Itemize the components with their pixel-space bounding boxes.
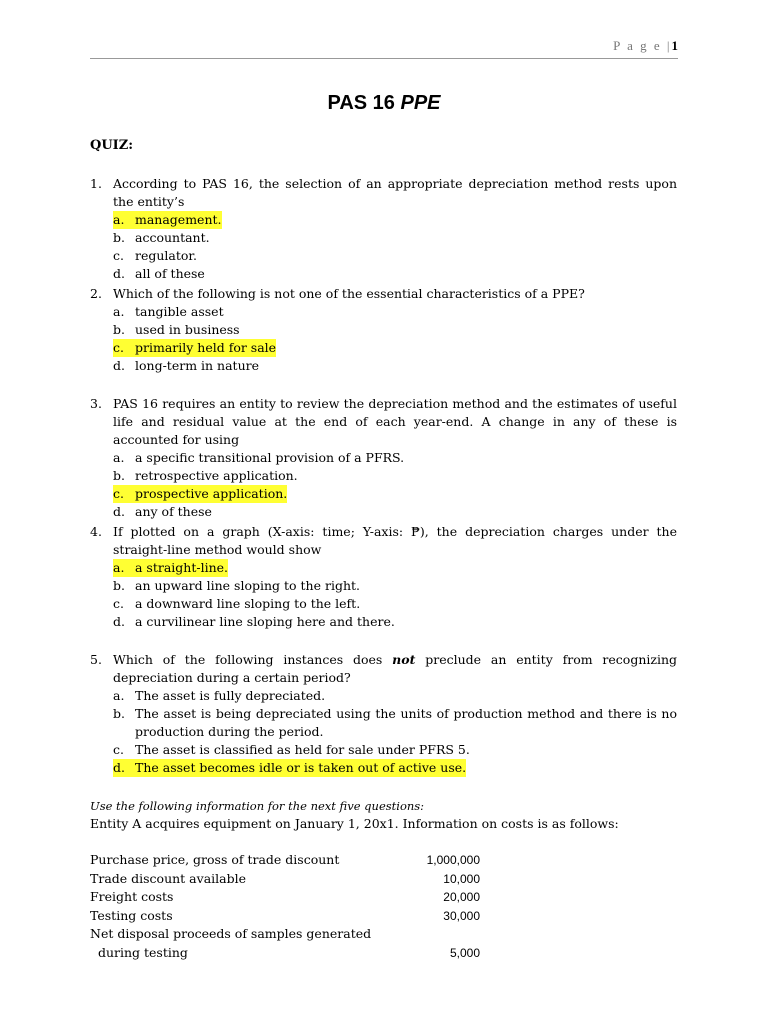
cost-row xyxy=(90,907,480,926)
cost-row xyxy=(90,925,480,944)
question-number: 1. xyxy=(90,176,102,191)
option-text-answer: management. xyxy=(135,212,222,227)
intro-line: Entity A acquires equipment on January 1, 20x1. Information on costs is as follows: xyxy=(90,816,619,831)
question-number: 3. xyxy=(90,396,102,411)
option-letter: c. xyxy=(113,596,124,611)
option-b xyxy=(113,705,677,741)
page-separator: | xyxy=(666,38,672,53)
option-letter: d. xyxy=(113,266,125,281)
cost-label: during testing xyxy=(90,944,188,960)
question-number: 2. xyxy=(90,286,102,301)
question-number: 5. xyxy=(90,652,102,667)
question-3 xyxy=(90,395,677,521)
option-text: all of these xyxy=(135,266,205,281)
option-d xyxy=(113,613,677,631)
option-letter: a. xyxy=(113,688,125,703)
question-text: Which of the following is not one of the essential characteristics of a PPE? xyxy=(113,286,585,301)
option-text: a curvilinear line sloping here and there. xyxy=(135,614,395,629)
option-d xyxy=(113,265,677,283)
cost-amount: 10,000 xyxy=(443,871,480,886)
option-text: The asset is being depreciated using the units of production method and there is no production during the period. xyxy=(135,706,677,739)
question-text: PAS 16 requires an entity to review the depreciation method and the estimates of useful life and residual value at the end of each year-end. A change in any of these is accounted for using xyxy=(113,396,677,447)
cost-label: Purchase price, gross of trade discount xyxy=(90,852,340,867)
option-text: The asset is classified as held for sale under PFRS 5. xyxy=(135,742,470,757)
option-d xyxy=(113,503,677,521)
cost-amount: 30,000 xyxy=(443,908,480,923)
cost-amount: 20,000 xyxy=(443,890,480,904)
document-title xyxy=(0,92,768,115)
intro-italic-line: Use the following information for the next five questions: xyxy=(90,799,425,813)
option-b xyxy=(113,321,677,339)
option-letter: d. xyxy=(113,358,125,373)
option-text-answer: a straight-line. xyxy=(135,560,229,575)
option-letter: d. xyxy=(113,614,125,629)
option-letter: b. xyxy=(113,468,125,483)
option-text: retrospective application. xyxy=(135,468,298,483)
option-letter: a. xyxy=(113,450,125,465)
cost-table xyxy=(90,851,480,962)
question-4 xyxy=(90,523,677,631)
question-2 xyxy=(90,285,677,375)
option-b xyxy=(113,467,677,485)
question-text: Which of the following instances does not preclude an entity from recognizing depreciation during a certain period? xyxy=(113,652,678,685)
page-number: 1 xyxy=(671,38,678,53)
emphasis-not: not xyxy=(392,652,416,667)
question-5 xyxy=(90,651,677,777)
option-letter: b. xyxy=(113,322,125,337)
title-italic: PPE xyxy=(400,92,441,114)
option-a xyxy=(113,211,677,229)
option-text: accountant. xyxy=(135,230,210,245)
option-letter: b. xyxy=(113,578,125,593)
option-text: long-term in nature xyxy=(135,358,259,373)
page-header xyxy=(90,38,678,59)
option-letter: a. xyxy=(113,212,125,227)
option-letter: b. xyxy=(113,706,125,721)
option-text-answer: prospective application. xyxy=(135,486,288,501)
option-letter: c. xyxy=(113,742,124,757)
option-text-answer: The asset becomes idle or is taken out of active use. xyxy=(135,760,467,775)
option-text: regulator. xyxy=(135,248,197,263)
option-letter: d. xyxy=(113,504,125,519)
option-text: a specific transitional provision of a PFRS. xyxy=(135,450,405,465)
cost-label: Trade discount available xyxy=(90,870,246,886)
option-c xyxy=(113,339,677,357)
question-text: According to PAS 16, the selection of an appropriate depreciation method rests upon the entity’s xyxy=(113,176,677,209)
option-text: tangible asset xyxy=(135,304,224,319)
option-a xyxy=(113,449,677,467)
option-d xyxy=(113,759,677,777)
option-c xyxy=(113,247,677,265)
quiz-heading: QUIZ: xyxy=(90,138,134,153)
option-a xyxy=(113,559,677,577)
cost-amount: 5,000 xyxy=(449,945,480,960)
page-label: P a g e xyxy=(613,38,662,53)
cost-amount: 1,000,000 xyxy=(426,853,480,867)
question-number: 4. xyxy=(90,524,102,539)
cost-row xyxy=(90,888,480,907)
information-intro xyxy=(90,797,619,833)
option-letter: a. xyxy=(113,560,125,575)
option-c xyxy=(113,741,677,759)
cost-row xyxy=(90,851,480,870)
option-c xyxy=(113,595,677,613)
option-d xyxy=(113,357,677,375)
option-a xyxy=(113,303,677,321)
cost-row xyxy=(90,944,480,963)
title-main: PAS 16 xyxy=(327,92,395,114)
option-text: any of these xyxy=(135,504,212,519)
option-letter: c. xyxy=(113,248,124,263)
cost-label: Net disposal proceeds of samples generated xyxy=(90,926,372,941)
cost-label: Freight costs xyxy=(90,889,174,904)
question-1 xyxy=(90,175,677,283)
option-letter: d. xyxy=(113,760,125,775)
option-text: The asset is fully depreciated. xyxy=(135,688,326,703)
cost-label: Testing costs xyxy=(90,907,173,923)
option-letter: c. xyxy=(113,340,124,355)
option-b xyxy=(113,577,677,595)
option-text: used in business xyxy=(135,322,240,337)
option-text: an upward line sloping to the right. xyxy=(135,578,360,593)
option-text: a downward line sloping to the left. xyxy=(135,596,361,611)
option-text-answer: primarily held for sale xyxy=(135,340,277,355)
option-a xyxy=(113,687,677,705)
option-c xyxy=(113,485,677,503)
option-letter: a. xyxy=(113,304,125,319)
question-text: If plotted on a graph (X-axis: time; Y-axis: ₱), the depreciation charges under the straight-line method would show xyxy=(113,524,677,557)
cost-row xyxy=(90,870,480,889)
option-b xyxy=(113,229,677,247)
option-letter: b. xyxy=(113,230,125,245)
option-letter: c. xyxy=(113,486,124,501)
